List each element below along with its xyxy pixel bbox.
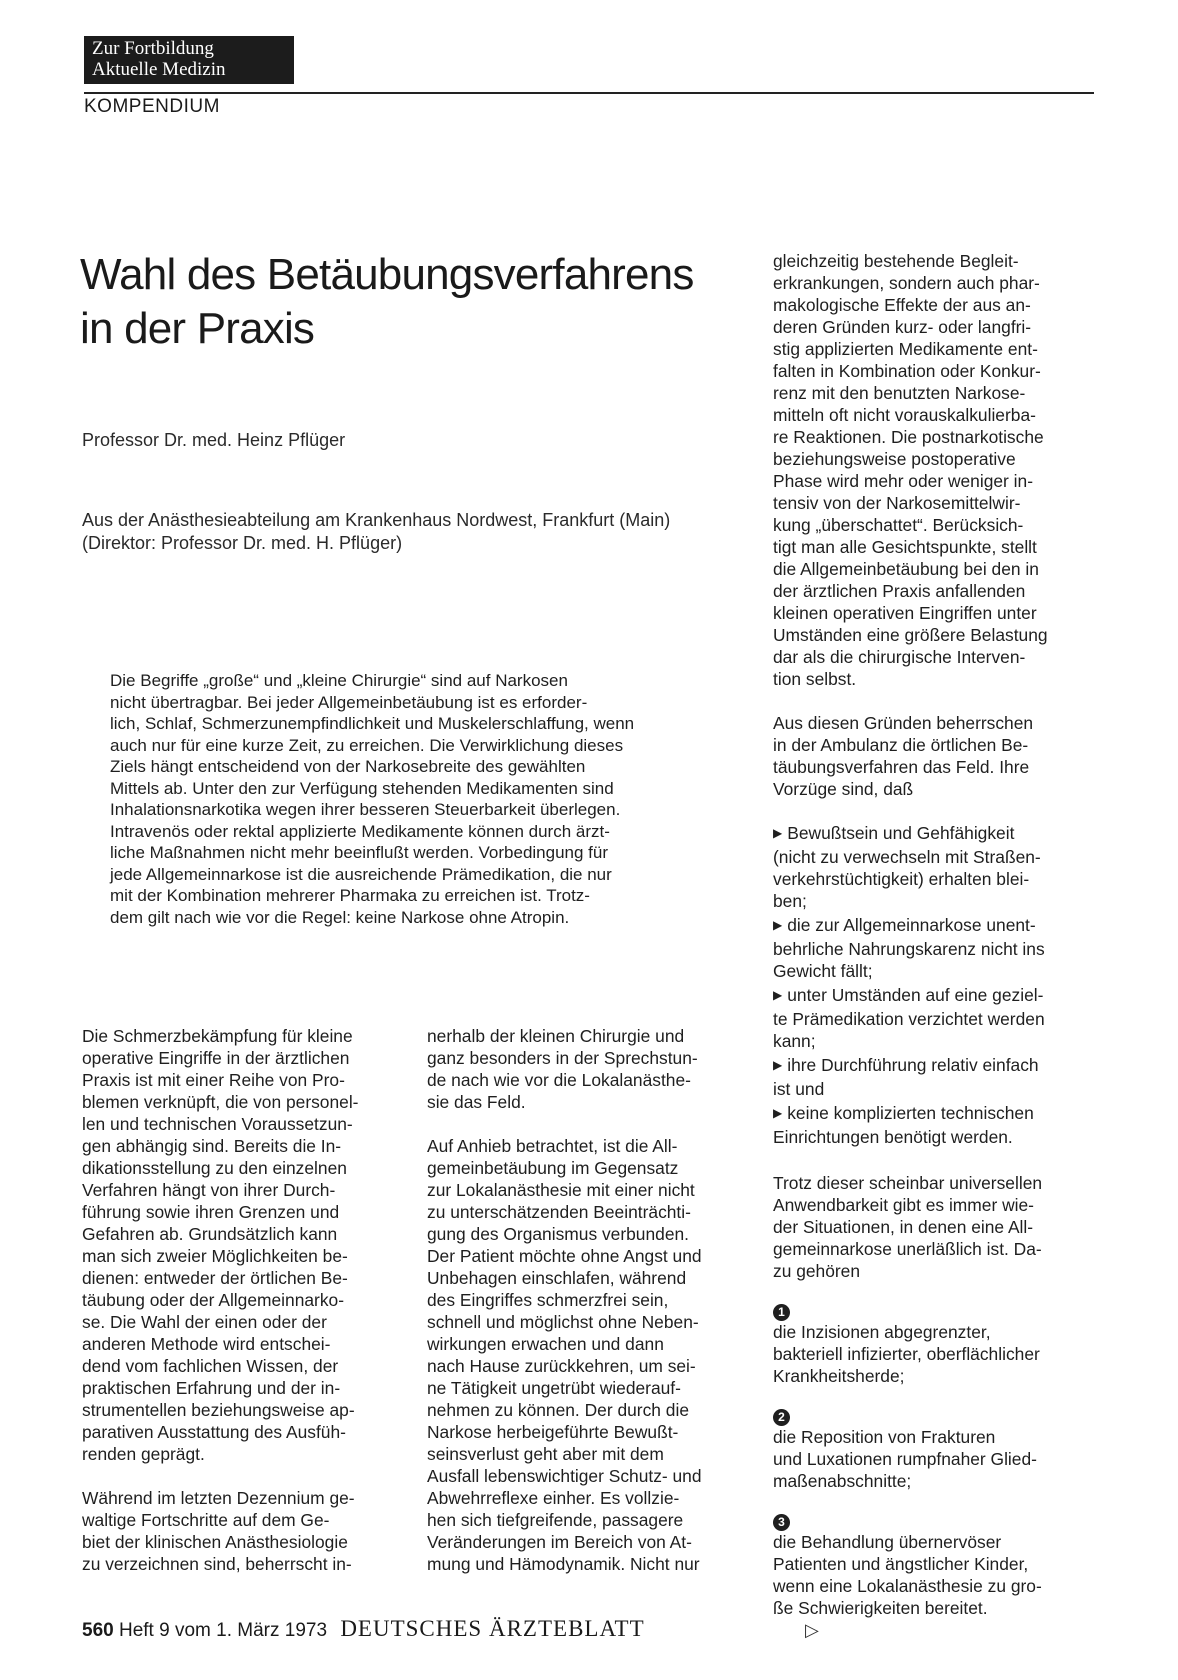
- numbered-item: [773, 1514, 1103, 1641]
- text-line: re Reaktionen. Die postnarkotische: [773, 427, 1044, 447]
- paragraph: [82, 1025, 412, 1465]
- text-line: Gewicht fällt;: [773, 961, 873, 981]
- text-line: Während im letzten Dezennium ge-: [82, 1488, 355, 1508]
- bullet-item: [773, 1054, 1103, 1100]
- text-line: Die Begriffe „große“ und „kleine Chirurgie“ sind auf Narkosen: [110, 671, 568, 690]
- text-line: ▶ unter Umständen auf eine geziel-: [773, 984, 1103, 1008]
- text-line: ben;: [773, 891, 807, 911]
- text-line: deren Gründen kurz- oder langfri-: [773, 317, 1032, 337]
- text-line: strumentellen beziehungsweise ap-: [82, 1400, 355, 1420]
- text-line: Auf Anhieb betrachtet, ist die All-: [427, 1136, 678, 1156]
- text-line: liche Maßnahmen nicht mehr beeinflußt werden. Vorbedingung für: [110, 843, 609, 862]
- text-line: (nicht zu verwechseln mit Straßen-: [773, 847, 1041, 867]
- text-line: Mittels ab. Unter den zur Verfügung stehenden Medikamenten sind: [110, 778, 614, 798]
- text-line: nerhalb der kleinen Chirurgie und: [427, 1026, 685, 1046]
- paragraph: [82, 1487, 412, 1575]
- text-line: [773, 1448, 1103, 1470]
- text-content: Krankheitsherde;: [773, 1366, 905, 1386]
- text-line: ▶ Bewußtsein und Gehfähigkeit: [773, 822, 1103, 846]
- text-line: se. Die Wahl der einen oder der: [82, 1312, 327, 1332]
- paragraph: [773, 712, 1103, 800]
- text-line: [773, 1597, 1103, 1641]
- text-line: ganz besonders in der Sprechstun-: [427, 1048, 698, 1068]
- text-line: [773, 1409, 1103, 1448]
- bullet-item: [773, 984, 1103, 1052]
- text-line: Intravenös oder rektal applizierte Medikamente können durch ärzt-: [110, 821, 610, 841]
- article-title: [80, 248, 780, 356]
- text-line: beziehungsweise postoperative: [773, 449, 1016, 469]
- text-line: gen abhängig sind. Bereits die In-: [82, 1136, 342, 1156]
- affiliation-line-2: (Direktor: Professor Dr. med. H. Pflüger): [82, 533, 403, 553]
- continue-arrow-icon: ▷: [805, 1620, 819, 1640]
- text-line: seinsverlust geht aber mit dem: [427, 1444, 664, 1464]
- text-line: [773, 1575, 1103, 1597]
- text-line: zu gehören: [773, 1261, 861, 1281]
- text-content: die Inzisionen abgegrenzter,: [773, 1322, 991, 1342]
- text-line: Phase wird mehr oder weniger in-: [773, 471, 1034, 491]
- text-line: falten in Kombination oder Konkur-: [773, 361, 1041, 381]
- text-line: parativen Ausstattung des Ausfüh-: [82, 1422, 346, 1442]
- text-line: stig applizierten Medikamente ent-: [773, 339, 1038, 359]
- text-line: mit der Kombination mehrerer Pharmaka zu erreichen ist. Trotz-: [110, 886, 590, 905]
- text-line: täubungsverfahren das Feld. Ihre: [773, 757, 1030, 777]
- text-line: zu verzeichnen sind, beherrscht in-: [82, 1554, 352, 1574]
- text-line: [773, 1553, 1103, 1575]
- text-line: kleinen operativen Eingriffen unter: [773, 603, 1037, 623]
- text-line: mitteln oft nicht vorauskalkulierba-: [773, 405, 1036, 425]
- text-line: dem gilt nach wie vor die Regel: keine Narkose ohne Atropin.: [110, 907, 570, 927]
- affiliation-line-1: Aus der Anästhesieabteilung am Krankenhaus Nordwest, Frankfurt (Main): [82, 510, 671, 530]
- paragraph: [773, 250, 1103, 690]
- bullet-item: [773, 914, 1103, 982]
- text-line: gemeinnarkose unerläßlich ist. Da-: [773, 1239, 1042, 1259]
- text-line: sie das Feld.: [427, 1092, 526, 1112]
- text-content: maßenabschnitte;: [773, 1471, 912, 1491]
- numbered-list: [773, 1282, 1103, 1641]
- text-line: mung und Hämodynamik. Nicht nur: [427, 1554, 700, 1574]
- text-line: der ärztlichen Praxis anfallenden: [773, 581, 1026, 601]
- text-line: kann;: [773, 1031, 816, 1051]
- bullet-list: [773, 822, 1103, 1148]
- numbered-item: [773, 1304, 1103, 1387]
- text-line: Ziels hängt entscheidend von der Narkosebreite des gewählten: [110, 757, 586, 776]
- text-line: nicht übertragbar. Bei jeder Allgemeinbetäubung ist es erforder-: [110, 692, 588, 712]
- text-line: dar als die chirurgische Interven-: [773, 647, 1026, 667]
- text-line: Einrichtungen benötigt werden.: [773, 1127, 1013, 1147]
- issue-info: Heft 9 vom 1. März 1973: [118, 1620, 328, 1641]
- text-line: dend vom fachlichen Wissen, der: [82, 1356, 339, 1376]
- text-line: in der Ambulanz die örtlichen Be-: [773, 735, 1029, 755]
- bullet-item: [773, 822, 1103, 912]
- text-content: Patienten und ängstlicher Kinder,: [773, 1554, 1029, 1574]
- text-line: lich, Schlaf, Schmerzunempfindlichkeit und Muskelerschlaffung, wenn: [110, 714, 635, 733]
- text-line: die Allgemeinbetäubung bei den in: [773, 559, 1039, 579]
- text-line: hen sich tiefgreifende, passagere: [427, 1510, 684, 1530]
- text-line: verkehrstüchtigkeit) erhalten blei-: [773, 869, 1030, 889]
- text-line: anderen Methode wird entschei-: [82, 1334, 331, 1354]
- text-line: Unbehagen einschlafen, während: [427, 1268, 687, 1288]
- text-line: makologische Effekte der aus an-: [773, 295, 1031, 315]
- text-line: [773, 1470, 1103, 1492]
- text-line: renden geprägt.: [82, 1444, 205, 1464]
- text-line: kung „überschattet“. Berücksich-: [773, 515, 1024, 535]
- text-line: gleichzeitig bestehende Begleit-: [773, 251, 1019, 271]
- text-line: Die Schmerzbekämpfung für kleine: [82, 1026, 353, 1046]
- text-line: gemeinbetäubung im Gegensatz: [427, 1158, 679, 1178]
- author-name: Professor Dr. med. Heinz Pflüger: [82, 430, 346, 450]
- text-line: ne Tätigkeit ungetrübt wiederauf-: [427, 1378, 681, 1398]
- text-content: die Behandlung übernervöser: [773, 1532, 1002, 1552]
- text-line: Umständen eine größere Belastung: [773, 625, 1048, 645]
- text-line: Anwendbarkeit gibt es immer wie-: [773, 1195, 1034, 1215]
- text-line: Abwehrreflexe einher. Es vollzie-: [427, 1488, 680, 1508]
- text-content: und Luxationen rumpfnaher Glied-: [773, 1449, 1037, 1469]
- text-line: zu unterschätzenden Beeinträchti-: [427, 1202, 691, 1222]
- text-line: Praxis ist mit einer Reihe von Pro-: [82, 1070, 345, 1090]
- text-line: auch nur für eine kurze Zeit, zu erreichen. Die Verwirklichung dieses: [110, 735, 624, 755]
- text-line: Vorzüge sind, daß: [773, 779, 914, 799]
- header-rule: [84, 92, 1094, 94]
- text-content: bakteriell infizierter, oberflächlicher: [773, 1344, 1040, 1364]
- number-badge-icon: 1: [773, 1304, 790, 1321]
- text-line: erkrankungen, sondern auch phar-: [773, 273, 1040, 293]
- section-label-box: [84, 36, 294, 84]
- text-line: len und technischen Voraussetzun-: [82, 1114, 353, 1134]
- text-line: Inhalationsnarkotika wegen ihrer besseren Steuerbarkeit überlegen.: [110, 800, 621, 819]
- page-footer: [82, 1616, 645, 1642]
- text-line: [773, 1304, 1103, 1343]
- text-line: te Prämedikation verzichtet werden: [773, 1009, 1045, 1029]
- text-line: de nach wie vor die Lokalanästhe-: [427, 1070, 691, 1090]
- text-line: Aus diesen Gründen beherrschen: [773, 713, 1034, 733]
- paragraph: [427, 1135, 757, 1575]
- section-label-line-1: Zur Fortbildung: [92, 38, 214, 59]
- text-line: [773, 1343, 1103, 1365]
- text-line: führung sowie ihren Grenzen und: [82, 1202, 340, 1222]
- paragraph: [773, 1172, 1103, 1282]
- text-line: renz mit den benutzten Narkose-: [773, 383, 1026, 403]
- text-line: dikationsstellung zu den einzelnen: [82, 1158, 347, 1178]
- text-line: nehmen zu können. Der durch die: [427, 1400, 689, 1420]
- text-line: tensiv von der Narkosemittelwir-: [773, 493, 1021, 513]
- text-line: Trotz dieser scheinbar universellen: [773, 1173, 1043, 1193]
- text-line: Der Patient möchte ohne Angst und: [427, 1246, 702, 1266]
- text-line: blemen verknüpft, die von personel-: [82, 1092, 359, 1112]
- text-line: tigt man alle Gesichtspunkte, stellt: [773, 537, 1037, 557]
- text-content: wenn eine Lokalanästhesie zu gro-: [773, 1576, 1042, 1596]
- text-line: Gefahren ab. Grundsätzlich kann: [82, 1224, 338, 1244]
- numbered-item: [773, 1409, 1103, 1492]
- text-line: waltige Fortschritte auf dem Ge-: [82, 1510, 330, 1530]
- page-number: 560: [82, 1620, 114, 1641]
- text-line: dienen: entweder der örtlichen Be-: [82, 1268, 348, 1288]
- text-line: ▶ ihre Durchführung relativ einfach: [773, 1054, 1103, 1078]
- title-line-2: in der Praxis: [80, 304, 315, 353]
- column-right: [773, 250, 1103, 1641]
- text-line: biet der klinischen Anästhesiologie: [82, 1532, 348, 1552]
- text-line: operative Eingriffe in der ärztlichen: [82, 1048, 350, 1068]
- text-content: die Reposition von Frakturen: [773, 1427, 996, 1447]
- column-left: [82, 1025, 412, 1575]
- number-badge-icon: 3: [773, 1514, 790, 1531]
- text-line: zur Lokalanästhesie mit einer nicht: [427, 1180, 695, 1200]
- text-line: [773, 1514, 1103, 1553]
- journal-name: DEUTSCHES ÄRZTEBLATT: [340, 1616, 645, 1641]
- text-content: ße Schwierigkeiten bereitet.: [773, 1598, 988, 1618]
- text-line: Narkose herbeigeführte Bewußt-: [427, 1422, 679, 1442]
- text-line: ist und: [773, 1079, 825, 1099]
- section-label-line-2: Aktuelle Medizin: [92, 59, 226, 80]
- text-line: wirkungen erwachen und dann: [427, 1334, 664, 1354]
- number-badge-icon: 2: [773, 1409, 790, 1426]
- bullet-item: [773, 1102, 1103, 1148]
- text-line: [773, 1365, 1103, 1387]
- category-label: KOMPENDIUM: [84, 96, 220, 117]
- text-line: Verfahren hängt von ihrer Durch-: [82, 1180, 336, 1200]
- text-line: nach Hause zurückkehren, um sei-: [427, 1356, 696, 1376]
- text-line: jede Allgemeinnarkose ist die ausreichende Prämedikation, die nur: [110, 864, 612, 884]
- text-line: ▶ keine komplizierten technischen: [773, 1102, 1103, 1126]
- text-line: des Eingriffes schmerzfrei sein,: [427, 1290, 669, 1310]
- text-line: gung des Organismus verbunden.: [427, 1224, 689, 1244]
- text-line: man sich zweier Möglichkeiten be-: [82, 1246, 348, 1266]
- abstract: [110, 670, 750, 928]
- text-line: Veränderungen im Bereich von At-: [427, 1532, 692, 1552]
- text-line: schnell und möglichst ohne Neben-: [427, 1312, 699, 1332]
- text-line: ▶ die zur Allgemeinnarkose unent-: [773, 914, 1103, 938]
- text-line: behrliche Nahrungskarenz nicht ins: [773, 939, 1045, 959]
- text-line: tion selbst.: [773, 669, 857, 689]
- title-line-1: Wahl des Betäubungsverfahrens: [80, 250, 694, 299]
- paragraph: [427, 1025, 757, 1113]
- text-line: der Situationen, in denen eine All-: [773, 1217, 1034, 1237]
- text-line: täubung oder der Allgemeinnarko-: [82, 1290, 344, 1310]
- column-middle: [427, 1025, 757, 1575]
- text-line: praktischen Erfahrung und der in-: [82, 1378, 341, 1398]
- affiliation: [82, 509, 782, 555]
- text-line: Ausfall lebenswichtiger Schutz- und: [427, 1466, 702, 1486]
